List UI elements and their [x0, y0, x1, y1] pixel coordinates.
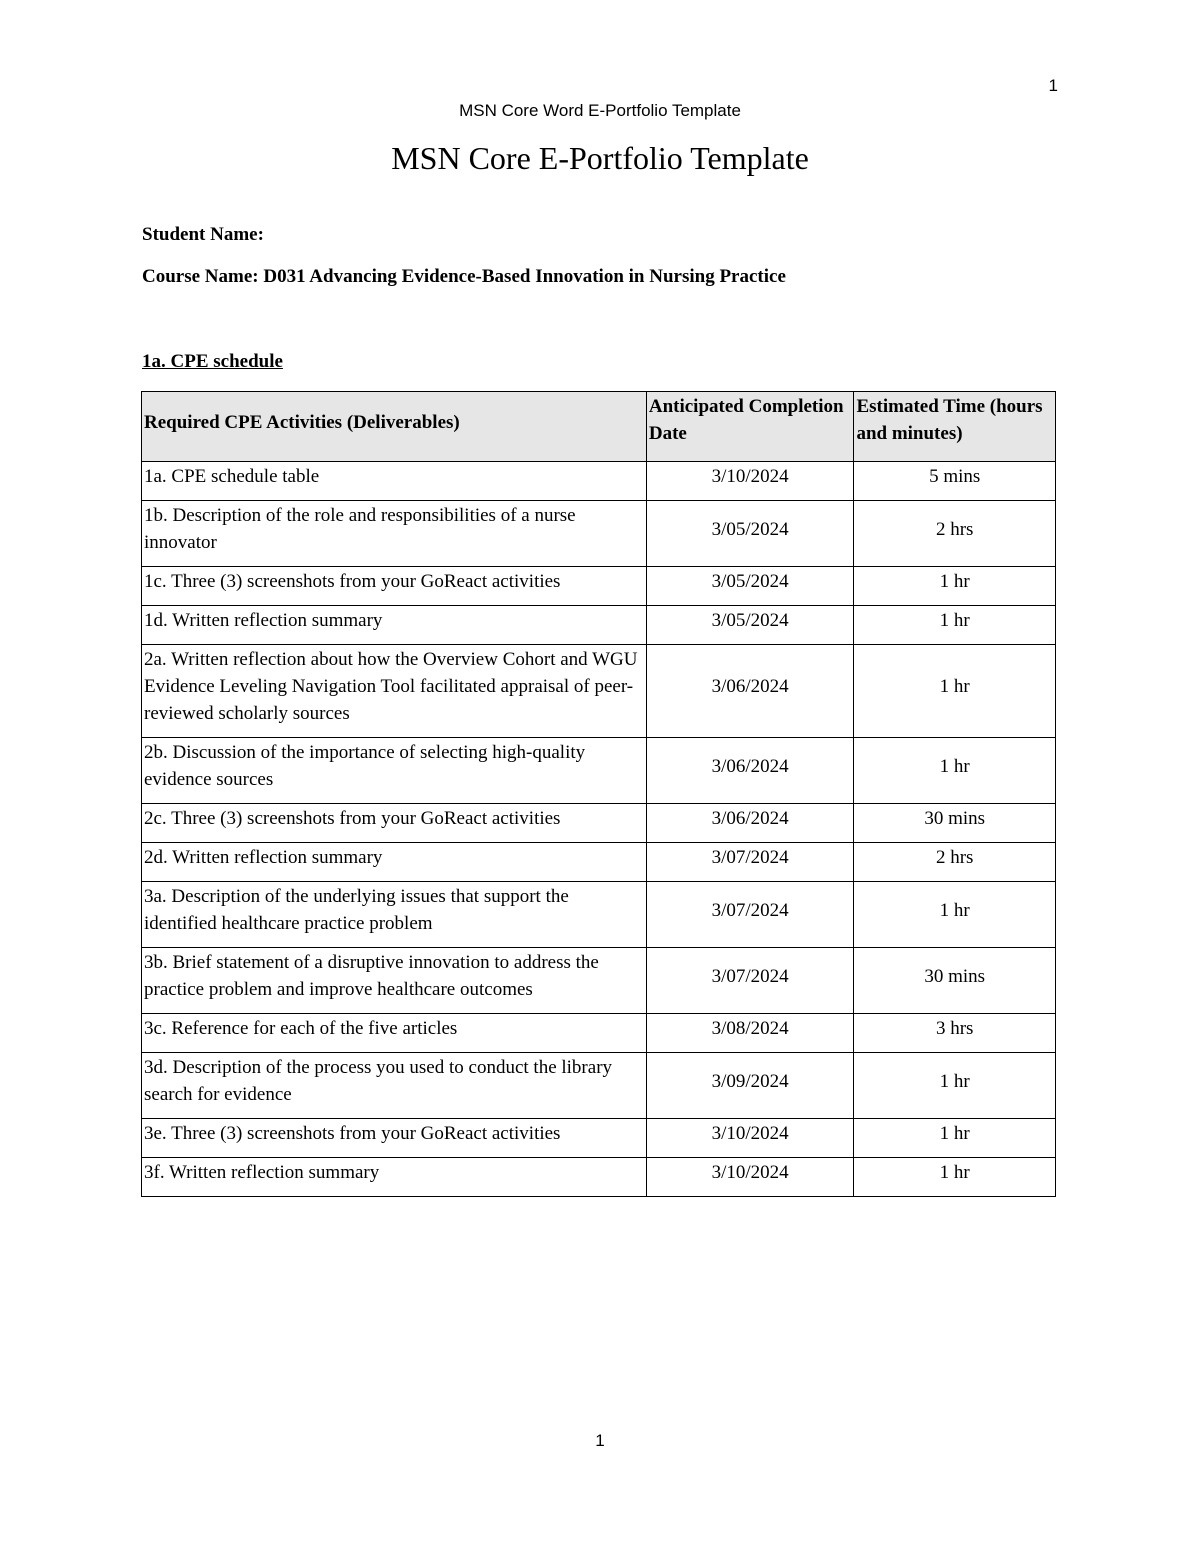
date-cell: 3/07/2024	[646, 882, 854, 948]
time-cell: 1 hr	[854, 645, 1056, 738]
time-cell: 1 hr	[854, 1119, 1056, 1158]
activity-cell: 1a. CPE schedule table	[142, 462, 647, 501]
time-cell: 1 hr	[854, 738, 1056, 804]
activity-cell: 3f. Written reflection summary	[142, 1158, 647, 1197]
time-cell: 2 hrs	[854, 501, 1056, 567]
time-cell: 3 hrs	[854, 1014, 1056, 1053]
activity-cell: 3c. Reference for each of the five articles	[142, 1014, 647, 1053]
date-cell: 3/06/2024	[646, 645, 854, 738]
date-cell: 3/05/2024	[646, 606, 854, 645]
date-cell: 3/10/2024	[646, 1158, 854, 1197]
time-cell: 5 mins	[854, 462, 1056, 501]
date-cell: 3/10/2024	[646, 462, 854, 501]
student-name-line	[142, 224, 264, 246]
activity-cell: 2c. Three (3) screenshots from your GoReact activities	[142, 804, 647, 843]
table-row	[142, 606, 1056, 645]
date-cell: 3/06/2024	[646, 804, 854, 843]
table-row	[142, 843, 1056, 882]
activity-cell: 2d. Written reflection summary	[142, 843, 647, 882]
activity-cell: 3d. Description of the process you used to conduct the library search for evidence	[142, 1053, 647, 1119]
course-name-line: Course Name: D031 Advancing Evidence-Based Innovation in Nursing Practice	[142, 266, 786, 287]
date-cell: 3/06/2024	[646, 738, 854, 804]
table-row	[142, 1119, 1056, 1158]
time-cell: 1 hr	[854, 882, 1056, 948]
cpe-schedule-table	[141, 391, 1056, 1197]
table-row	[142, 645, 1056, 738]
date-cell: 3/10/2024	[646, 1119, 854, 1158]
table-row	[142, 567, 1056, 606]
document-title: MSN Core E-Portfolio Template	[391, 140, 809, 176]
header-activity: Required CPE Activities (Deliverables)	[142, 392, 647, 462]
activity-cell: 3b. Brief statement of a disruptive innovation to address the practice problem and improve healthcare outcomes	[142, 948, 647, 1014]
table-row	[142, 501, 1056, 567]
date-cell: 3/07/2024	[646, 948, 854, 1014]
time-cell: 1 hr	[854, 1053, 1056, 1119]
time-cell: 30 mins	[854, 804, 1056, 843]
time-cell: 1 hr	[854, 567, 1056, 606]
activity-cell: 1d. Written reflection summary	[142, 606, 647, 645]
section-heading: 1a. CPE schedule	[142, 351, 283, 372]
activity-cell: 1c. Three (3) screenshots from your GoReact activities	[142, 567, 647, 606]
table-row	[142, 462, 1056, 501]
header-date: Anticipated Completion Date	[646, 392, 854, 462]
table-row	[142, 882, 1056, 948]
table-row	[142, 1014, 1056, 1053]
table-header-row	[142, 392, 1056, 462]
student-name-label: Student Name:	[142, 224, 264, 245]
date-cell: 3/07/2024	[646, 843, 854, 882]
table-body	[142, 462, 1056, 1197]
table-row	[142, 738, 1056, 804]
time-cell: 1 hr	[854, 1158, 1056, 1197]
date-cell: 3/09/2024	[646, 1053, 854, 1119]
activity-cell: 3a. Description of the underlying issues that support the identified healthcare practice problem	[142, 882, 647, 948]
page-number-bottom: 1	[595, 1431, 605, 1450]
date-cell: 3/05/2024	[646, 501, 854, 567]
activity-cell: 2a. Written reflection about how the Overview Cohort and WGU Evidence Leveling Navigation Tool facilitated appraisal of peer-reviewed scholarly sources	[142, 645, 647, 738]
activity-cell: 1b. Description of the role and responsibilities of a nurse innovator	[142, 501, 647, 567]
table-row	[142, 1158, 1056, 1197]
activity-cell: 3e. Three (3) screenshots from your GoReact activities	[142, 1119, 647, 1158]
table-row	[142, 804, 1056, 843]
date-cell: 3/05/2024	[646, 567, 854, 606]
header-time: Estimated Time (hours and minutes)	[854, 392, 1056, 462]
time-cell: 1 hr	[854, 606, 1056, 645]
time-cell: 2 hrs	[854, 843, 1056, 882]
date-cell: 3/08/2024	[646, 1014, 854, 1053]
running-header: MSN Core Word E-Portfolio Template	[459, 101, 741, 120]
page-number-top: 1	[1048, 76, 1058, 95]
time-cell: 30 mins	[854, 948, 1056, 1014]
activity-cell: 2b. Discussion of the importance of selecting high-quality evidence sources	[142, 738, 647, 804]
table-row	[142, 1053, 1056, 1119]
table-row	[142, 948, 1056, 1014]
